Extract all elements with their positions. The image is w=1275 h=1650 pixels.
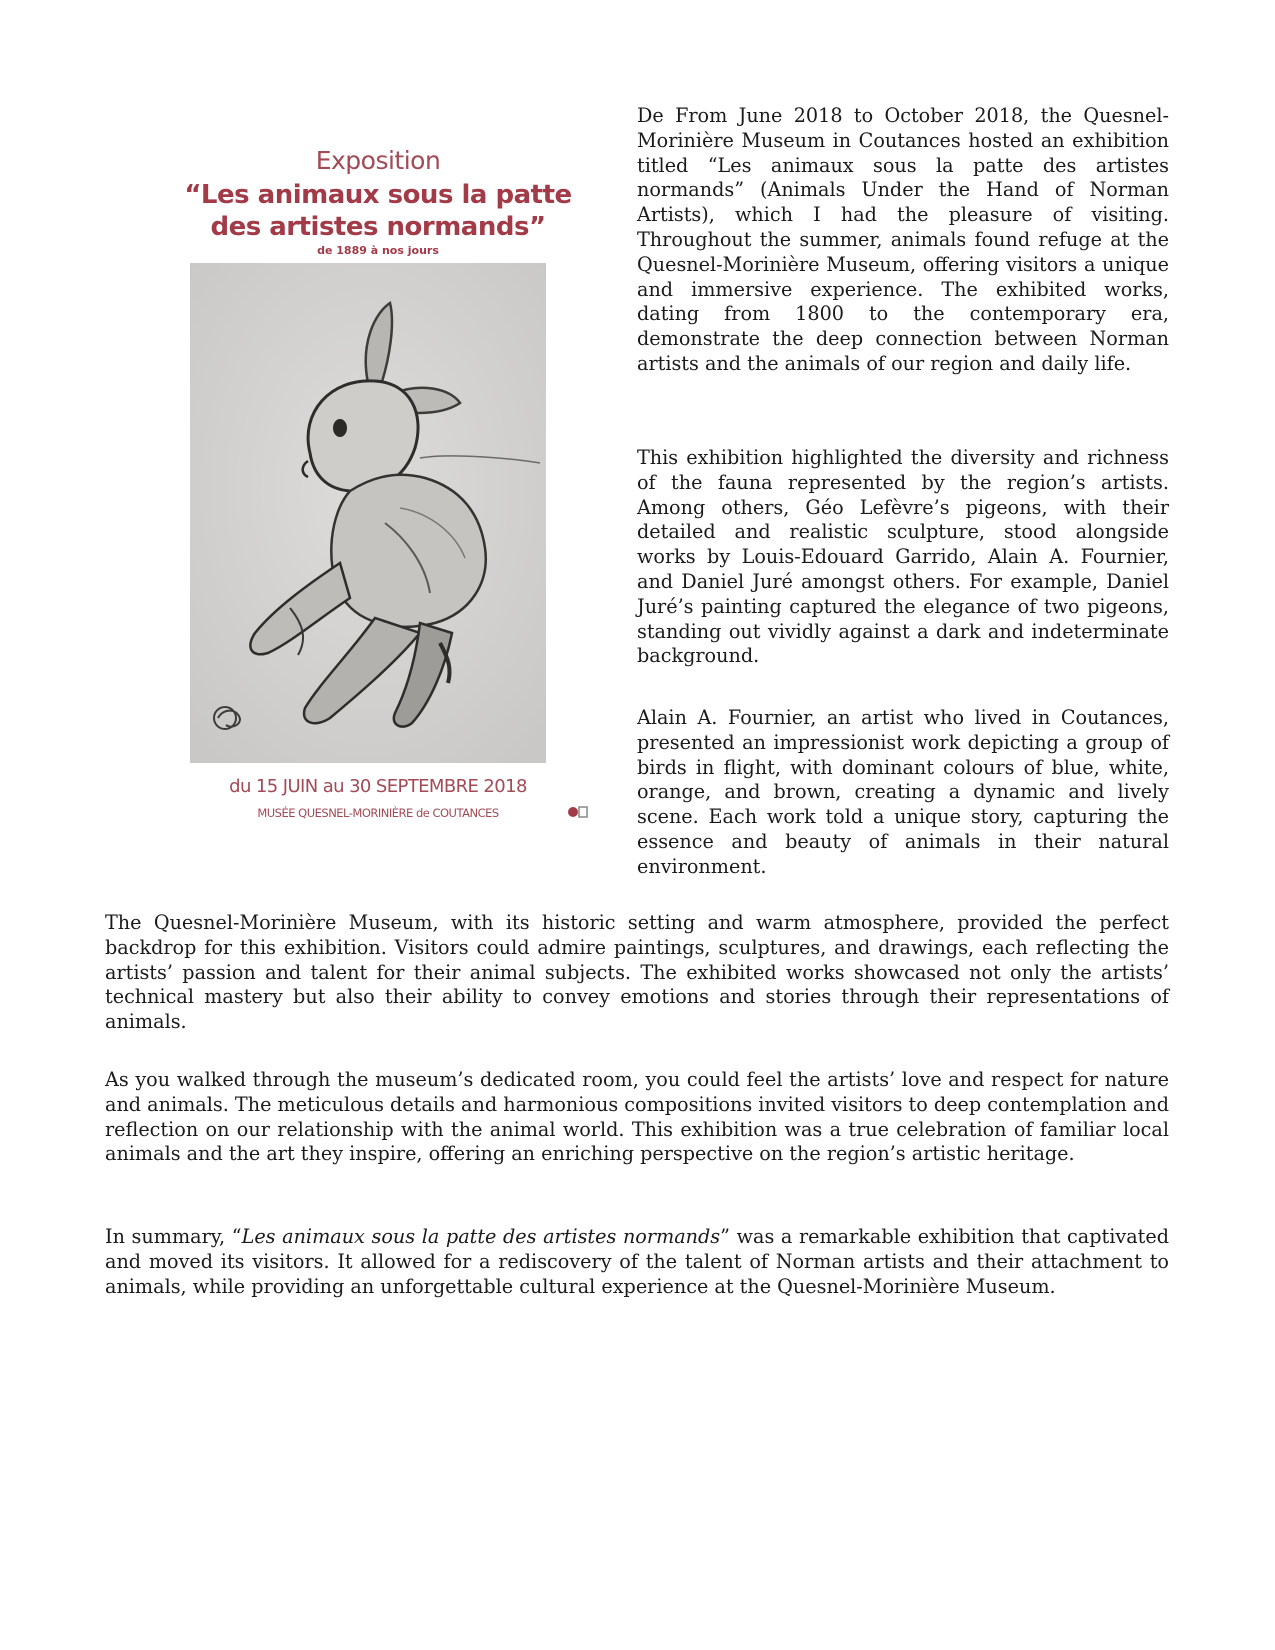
summary-text: ” was a remarkable exhibition that captivated and moved its visitors. It allowed for a rediscovery of the talent of Norman artists and their attachment to animals, while providing an unforgettable cultural experience at the Quesnel-Morinière Museum. — [105, 1225, 1169, 1298]
poster-title-line-2: des artistes normands” — [210, 212, 546, 242]
poster-title-line-1: “Les animaux sous la patte — [184, 180, 572, 210]
exhibition-title-italic: Les animaux sous la patte des artistes normands — [241, 1225, 721, 1248]
poster-dates: du 15 JUIN au 30 SEPTEMBRE 2018 — [229, 776, 527, 797]
poster-venue: MUSÉE QUESNEL-MORINIÈRE de COUTANCES — [257, 806, 499, 820]
summary-lead-in: In summary, “ — [105, 1225, 242, 1248]
museum-logo-icon — [566, 804, 588, 820]
article-paragraph-4: The Quesnel-Morinière Museum, with its historic setting and warm atmosphere, provided the perfect backdrop for this exhibition. Visitors could admire paintings, sculptures, and drawings, each reflecting the artists’ passion and talent for their animal subjects. The exhibited works showcased not only the artists’ technical mastery but also their ability to convey emotions and stories through their representations of animals. — [105, 911, 1169, 1034]
poster-kicker: Exposition — [315, 146, 441, 175]
article-paragraph-1: De From June 2018 to October 2018, the Quesnel-Morinière Museum in Coutances hosted an exhibition titled “Les animaux sous la patte des artistes normands” (Animals Under the Hand of Norman Artists), which I had the pleasure of visiting. Throughout the summer, animals found refuge at the Quesnel-Morinière Museum, offering visitors a unique and immersive experience. The exhibited works, dating from 1800 to the contemporary era, demonstrate the deep connection between Norman artists and the animals of our region and daily life. — [637, 104, 1169, 375]
article-paragraph-3: Alain A. Fournier, an artist who lived in Coutances, presented an impressionist work depicting a group of birds in flight, with dominant colours of blue, white, orange, and brown, creating a dynamic and lively scene. Each work told a unique story, capturing the essence and beauty of animals in their natural environment. — [637, 706, 1169, 878]
article-paragraph-6 — [105, 1225, 1169, 1299]
exhibition-poster — [148, 138, 608, 838]
poster-subtitle: de 1889 à nos jours — [317, 244, 439, 257]
rabbit-drawing-image — [190, 263, 546, 763]
article-paragraph-5: As you walked through the museum’s dedicated room, you could feel the artists’ love and respect for nature and animals. The meticulous details and harmonious compositions invited visitors to deep contemplation and reflection on our relationship with the animal world. This exhibition was a true celebration of familiar local animals and the art they inspire, offering an enriching perspective on the region’s artistic heritage. — [105, 1068, 1169, 1166]
rabbit-sketch-icon — [190, 263, 546, 763]
article-paragraph-2: This exhibition highlighted the diversity and richness of the fauna represented by the region’s artists. Among others, Géo Lefèvre’s pigeons, with their detailed and realistic sculpture, stood alongside works by Louis-Edouard Garrido, Alain A. Fournier, and Daniel Juré amongst others. For example, Daniel Juré’s painting captured the elegance of two pigeons, standing out vividly against a dark and indeterminate background. — [637, 446, 1169, 668]
